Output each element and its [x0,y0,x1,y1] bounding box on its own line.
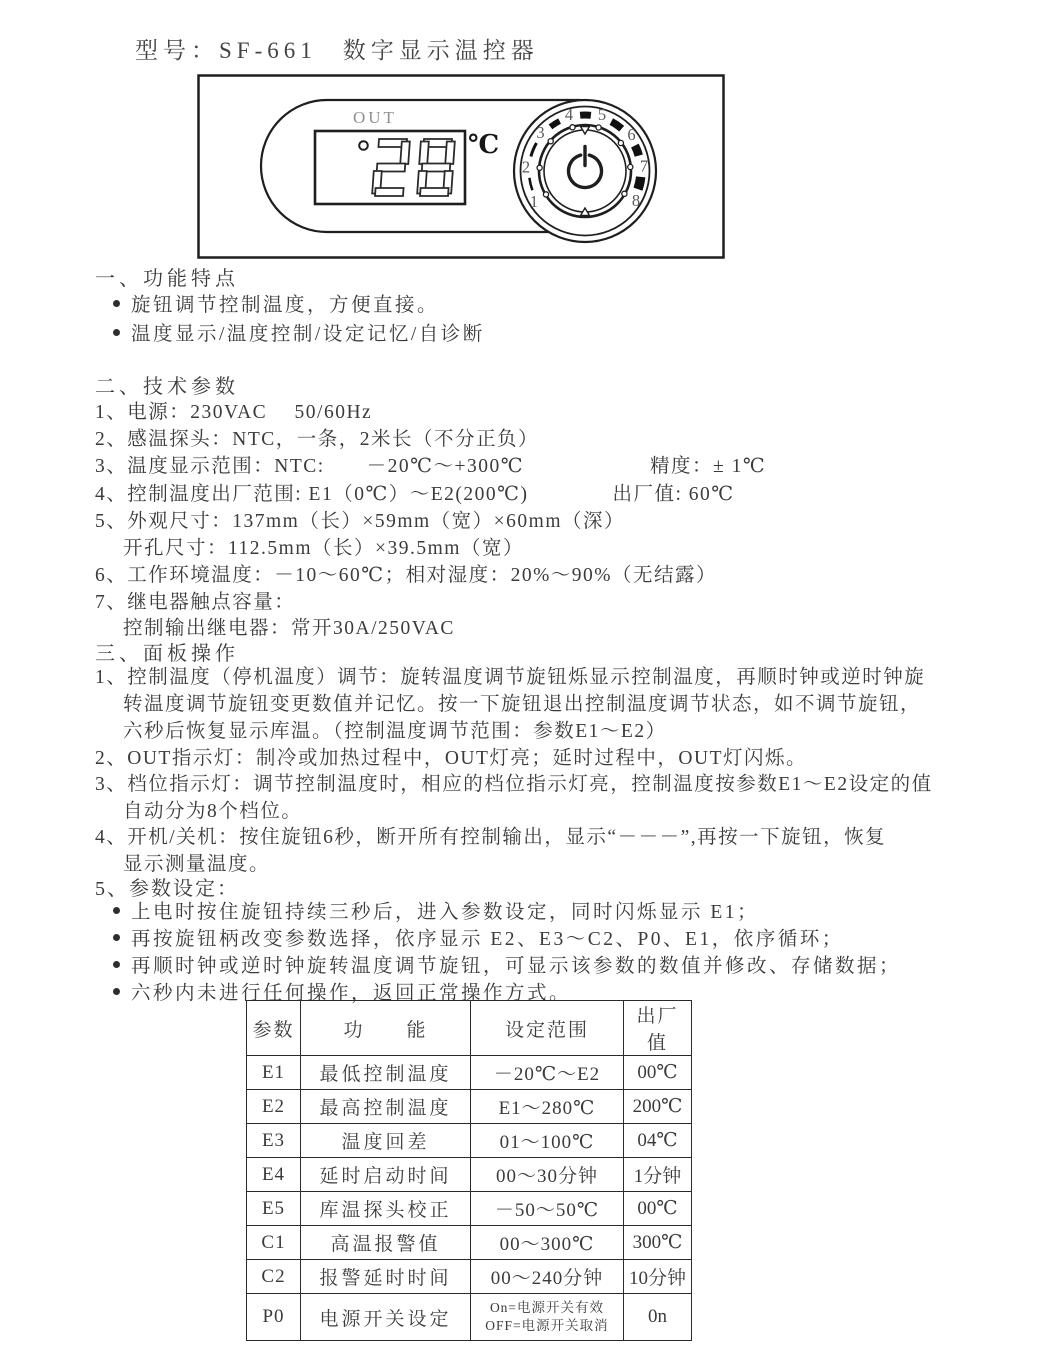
param-setting-bullet: 六秒内未进行任何操作，返回正常操作方式。 [113,977,571,1005]
seven-segment-digit-2 [372,139,410,196]
tech-param-line: 6、工作环境温度：－10～60℃；相对湿度：20%～90%（无结露） [95,565,718,586]
table-row: E3 温度回差 01～100℃ 04℃ [247,1124,692,1158]
degree-dot-icon [359,141,368,150]
panel-op-line: 自动分为8个档位。 [123,801,303,822]
out-indicator-label: OUT [353,108,397,127]
detent-dot [628,164,633,169]
knob-number-7: 7 [639,156,649,176]
section-heading-tech-params: 二、技术参数 [95,376,239,398]
knob-number-5: 5 [597,105,607,124]
scale-dash [638,177,641,189]
header-default: 出厂值 [624,1001,692,1056]
table-row: E1 最低控制温度 －20℃～E2 00℃ [247,1056,692,1090]
panel-op-line: 1、控制温度（停机温度）调节：旋转温度调节旋钮烁显示控制温度，再顺时钟或逆时钟旋 [95,667,926,688]
scale-dash [635,146,639,156]
panel-op-line: 2、OUT指示灯：制冷或加热过程中，OUT灯亮；延时过程中，OUT灯闪烁。 [95,748,807,769]
detent-dot [548,139,553,144]
feature-bullet: 温度显示/温度控制/设定记忆/自诊断 [113,318,485,346]
header-func: 功 能 [301,1001,471,1056]
knob-number-4: 4 [564,105,574,124]
table-row: E5 库温探头校正 －50～50℃ 00℃ [247,1192,692,1226]
tech-param-line: 4、控制温度出厂范围: E1（0℃）～E2(200℃) 出厂值: 60℃ [95,484,735,505]
parameter-table [246,1000,692,1341]
header-range: 设定范围 [471,1001,624,1056]
knob-number-3: 3 [536,123,545,142]
tech-param-line: 1、电源：230VAC 50/60Hz [95,402,373,423]
bullet-dot-icon [113,300,120,307]
table-row: C2 报警延时时间 00～240分钟 10分钟 [247,1260,692,1294]
knob-number-8: 8 [631,191,641,210]
header-param: 参数 [247,1001,301,1056]
knob-number-1: 1 [529,192,539,211]
device-panel-drawing [197,74,725,259]
p0-range-cell: On=电源开关有效 OFF=电源开关取消 [471,1294,624,1341]
seven-segment-digit-8 [417,139,455,196]
param-setting-bullet: 上电时按住旋钮持续三秒后，进入参数设定，同时闪烁显示 E1； [113,896,759,924]
panel-op-line: 转温度调节旋钮变更数值并记忆。按一下旋钮退出控制温度调节状态，如不调节旋钮， [123,694,922,715]
table-header-row [247,1001,692,1056]
detent-dot [537,165,542,170]
knob-number-6: 6 [627,125,636,144]
panel-op-line: 3、档位指示灯：调节控制温度时，相应的档位指示灯亮，控制温度按参数E1～E2设定的值 [95,774,933,795]
detent-dot [543,192,548,197]
table-row: E2 最高控制温度 E1～280℃ 200℃ [247,1090,692,1124]
panel-op-line: 4、开机/关机：按住旋钮6秒，断开所有控制输出，显示“－－－”,再按一下旋钮，恢复 [95,827,887,848]
tech-param-line: 5、外观尺寸：137mm（长）×59mm（宽）×60mm（深） [95,511,626,532]
bullet-dot-icon [113,934,120,941]
product-name: 数字显示温控器 [342,38,539,63]
panel-op-line: 六秒后恢复显示库温。（控制温度调节范围：参数E1～E2） [123,721,667,742]
param-setting-bullet: 再顺时钟或逆时钟旋转温度调节旋钮，可显示该参数的数值并修改、存储数据； [113,950,901,978]
feature-bullet: 旋钮调节控制温度，方便直接。 [113,289,439,317]
bullet-dot-icon [113,907,120,914]
detent-dot [622,191,627,196]
detent-dot [618,140,623,145]
bullet-dot-icon [113,329,120,336]
detent-dot [570,125,575,130]
detent-dot [596,125,601,130]
model-number: 型号：SF-661 [135,38,317,63]
section-heading-panel-ops: 三、面板操作 [95,643,239,665]
bullet-dot-icon [113,961,120,968]
device-panel-diagram [181,56,709,241]
knob-number-2: 2 [521,157,531,177]
bullet-dot-icon [113,988,120,995]
celsius-unit-label: ℃ [468,130,500,159]
tech-param-line: 2、感温探头：NTC，一条，2米长（不分正负） [95,429,540,450]
section-heading-features: 一、功能特点 [95,268,239,290]
tech-param-line: 控制输出继电器：常开30A/250VAC [123,618,455,639]
panel-op-line: 显示测量温度。 [123,854,271,875]
tech-param-line: 3、温度显示范围：NTC: －20℃～+300℃ 精度：± 1℃ [95,456,767,477]
table-row: E4 延时启动时间 00～30分钟 1分钟 [247,1158,692,1192]
rotary-knob [514,100,656,242]
tech-param-line: 7、继电器触点容量： [95,592,296,613]
tech-param-line: 开孔尺寸：112.5mm（长）×39.5mm（宽） [123,538,524,559]
param-setting-bullet: 再按旋钮柄改变参数选择，依序显示 E2、E3～C2、P0、E1，依序循环； [113,923,844,951]
table-row: P0 电源开关设定 On=电源开关有效 OFF=电源开关取消 0n [247,1294,692,1341]
section-heading-param-setting: 5、参数设定： [95,878,239,900]
table-row: C1 高温报警值 00～300℃ 300℃ [247,1226,692,1260]
